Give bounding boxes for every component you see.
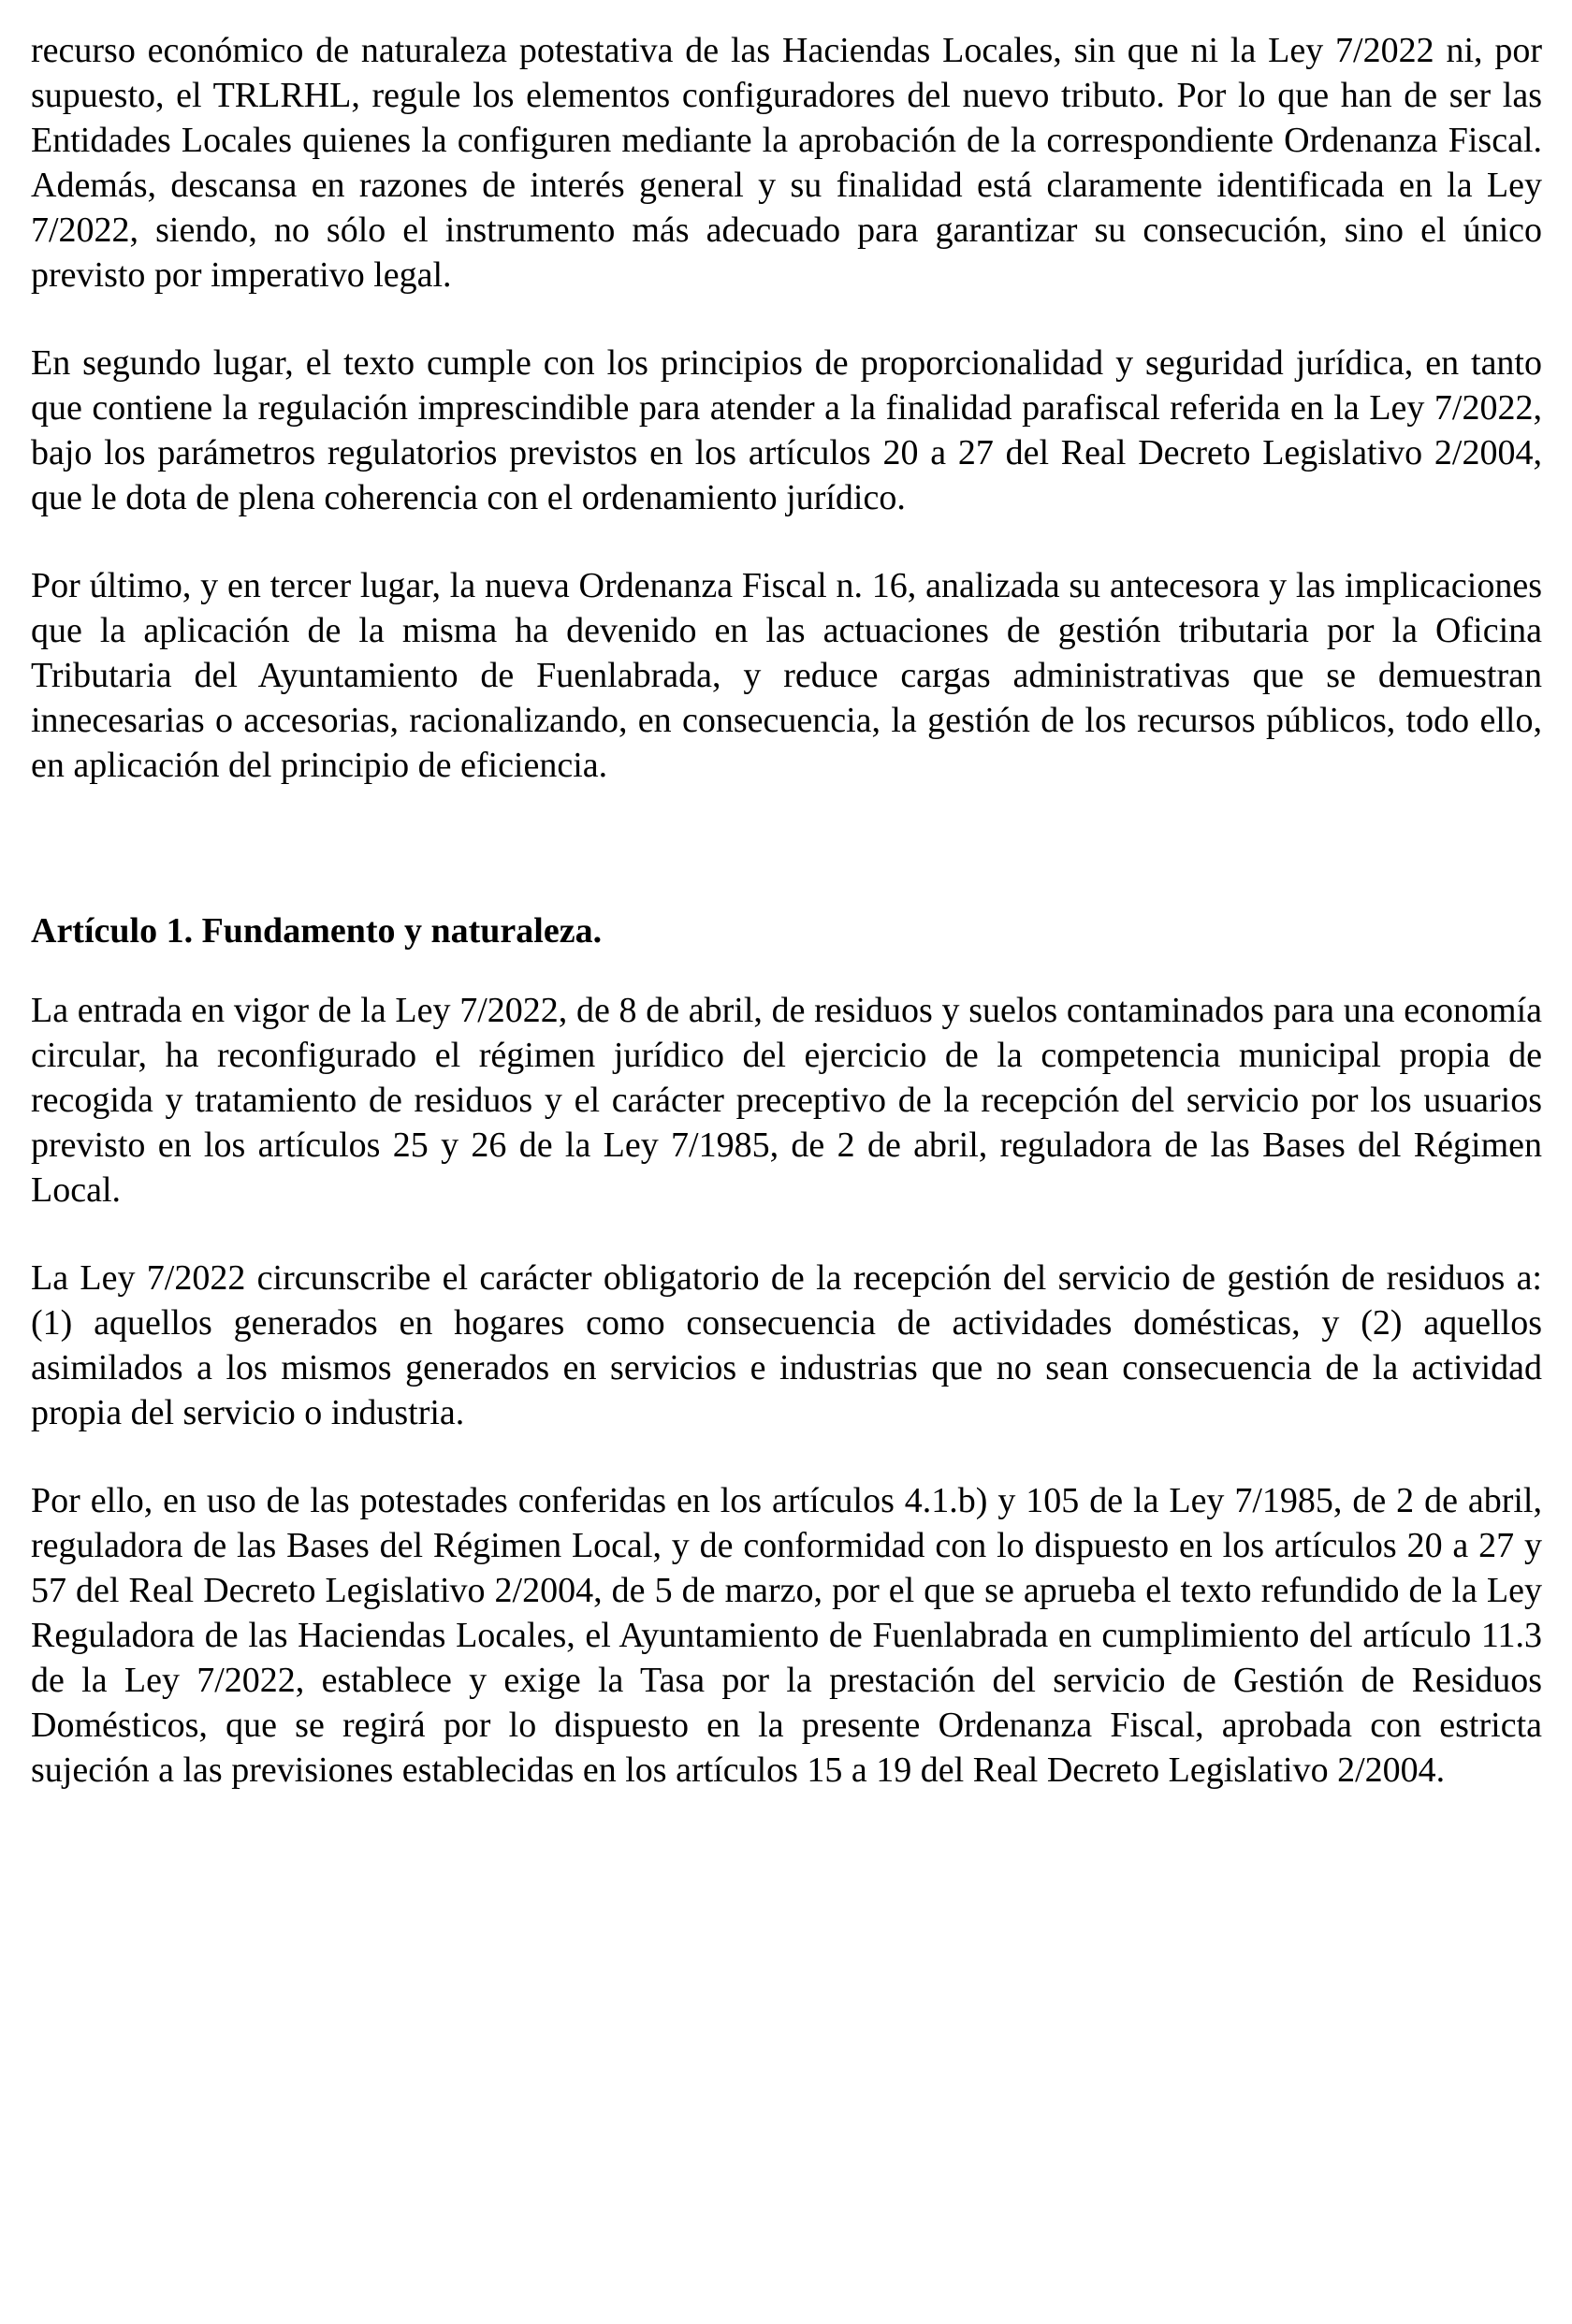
- article-paragraph-law-entry: La entrada en vigor de la Ley 7/2022, de 8 de abril, de residuos y suelos contaminados para una economía circular, ha reconfigurado el régimen jurídico del ejercicio de la competencia municipal propia de recogida y tratamiento de residuos y el carácter preceptivo de la recepción del servicio por los usuarios previsto en los artículos 25 y 26 de la Ley 7/1985, de 2 de abril, reguladora de las Bases del Régimen Local.: [31, 991, 1542, 1210]
- preamble-paragraph-proportionality: En segundo lugar, el texto cumple con los principios de proporcionalidad y seguridad jurídica, en tanto que contiene la regulación imprescindible para atender a la finalidad parafiscal referida en la Ley 7/2022, bajo los parámetros regulatorios previstos en los artículos 20 a 27 del Real Decreto Legislativo 2/2004, que le dota de plena coherencia con el ordenamiento jurídico.: [31, 343, 1542, 517]
- preamble-paragraph-efficiency: Por último, y en tercer lugar, la nueva Ordenanza Fiscal n. 16, analizada su antecesora y las implicaciones que la aplicación de la misma ha devenido en las actuaciones de gestión tributaria por la Oficina Tributaria del Ayuntamiento de Fuenlabrada, y reduce cargas administrativas que se demuestran innecesarias o accesorias, racionalizando, en consecuencia, la gestión de los recursos públicos, todo ello, en aplicación del principio de eficiencia.: [31, 566, 1542, 785]
- article-paragraph-scope: La Ley 7/2022 circunscribe el carácter obligatorio de la recepción del servicio de gestión de residuos a: (1) aquellos generados en hogares como consecuencia de actividades domésticas, y (2) aquellos asimilados a los mismos generados en servicios e industrias que no sean consecuencia de la actividad propia del servicio o industria.: [31, 1258, 1542, 1432]
- article-paragraph-establishment: Por ello, en uso de las potestades conferidas en los artículos 4.1.b) y 105 de la Ley 7/1985, de 2 de abril, reguladora de las Bases del Régimen Local, y de conformidad con lo dispuesto en los artículos 20 a 27 y 57 del Real Decreto Legislativo 2/2004, de 5 de marzo, por el que se aprueba el texto refundido de la Ley Reguladora de las Haciendas Locales, el Ayuntamiento de Fuenlabrada en cumplimiento del artículo 11.3 de la Ley 7/2022, establece y exige la Tasa por la prestación del servicio de Gestión de Residuos Domésticos, que se regirá por lo dispuesto en la presente Ordenanza Fiscal, aprobada con estricta sujeción a las previsiones establecidas en los artículos 15 a 19 del Real Decreto Legislativo 2/2004.: [31, 1481, 1542, 1790]
- article-1-heading: Artículo 1. Fundamento y naturaleza.: [31, 911, 603, 951]
- preamble-paragraph-continuation: recurso económico de naturaleza potestativa de las Haciendas Locales, sin que ni la Ley 7/2022 ni, por supuesto, el TRLRHL, regule los elementos configuradores del nuevo tributo. Por lo que han de ser las Entidades Locales quienes la configuren mediante la aprobación de la correspondiente Ordenanza Fiscal. Además, descansa en razones de interés general y su finalidad está claramente identificada en la Ley 7/2022, siendo, no sólo el instrumento más adecuado para garantizar su consecución, sino el único previsto por imperativo legal.: [31, 31, 1542, 295]
